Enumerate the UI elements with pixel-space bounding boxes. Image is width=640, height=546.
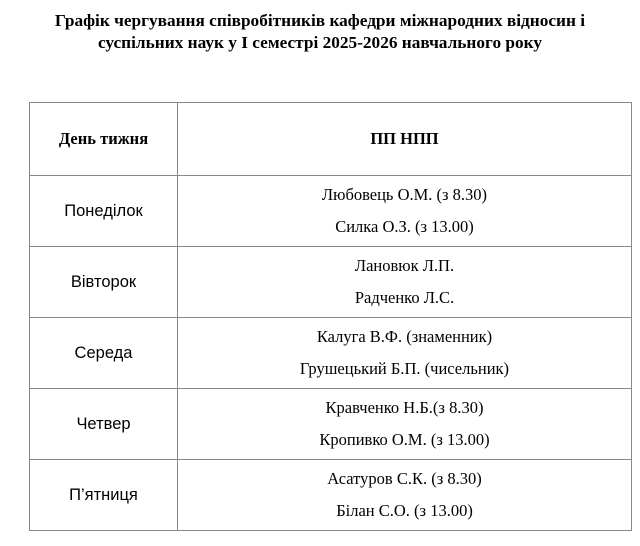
staff-cell (178, 247, 632, 318)
duty-schedule-table (29, 102, 632, 531)
table-row (30, 318, 632, 389)
staff-entry: Грушецький Б.П. (чисельник) (299, 359, 510, 378)
staff-cell (178, 318, 632, 389)
title-line-2: суспільних наук у І семестрі 2025-2026 навчального року (97, 33, 543, 52)
staff-cell (178, 389, 632, 460)
day-cell: Середа (30, 318, 178, 389)
staff-entry: Білан С.О. (з 13.00) (336, 501, 473, 520)
day-cell: П’ятниця (30, 460, 178, 531)
staff-entry: Любовець О.М. (з 8.30) (321, 185, 488, 204)
table-row (30, 389, 632, 460)
staff-entry: Кропивко О.М. (з 13.00) (319, 430, 490, 449)
staff-entry: Радченко Л.С. (354, 288, 455, 307)
table-header-row (30, 103, 632, 176)
document-title (0, 10, 640, 54)
day-cell: Вівторок (30, 247, 178, 318)
staff-entry: Кравченко Н.Б.(з 8.30) (325, 398, 484, 417)
staff-cell (178, 460, 632, 531)
staff-entry: Силка О.З. (з 13.00) (335, 217, 474, 236)
header-staff: ПП НПП (178, 103, 632, 176)
day-cell: Четвер (30, 389, 178, 460)
staff-cell (178, 176, 632, 247)
staff-entry: Лановюк Л.П. (354, 256, 455, 275)
staff-entry: Калуга В.Ф. (знаменник) (316, 327, 493, 346)
header-day-of-week: День тижня (30, 103, 178, 176)
table-row (30, 176, 632, 247)
table-row (30, 460, 632, 531)
day-cell: Понеділок (30, 176, 178, 247)
title-line-1: Графік чергування співробітників кафедри міжнародних відносин і (54, 11, 586, 30)
table-row (30, 247, 632, 318)
staff-entry: Асатуров С.К. (з 8.30) (327, 469, 482, 488)
